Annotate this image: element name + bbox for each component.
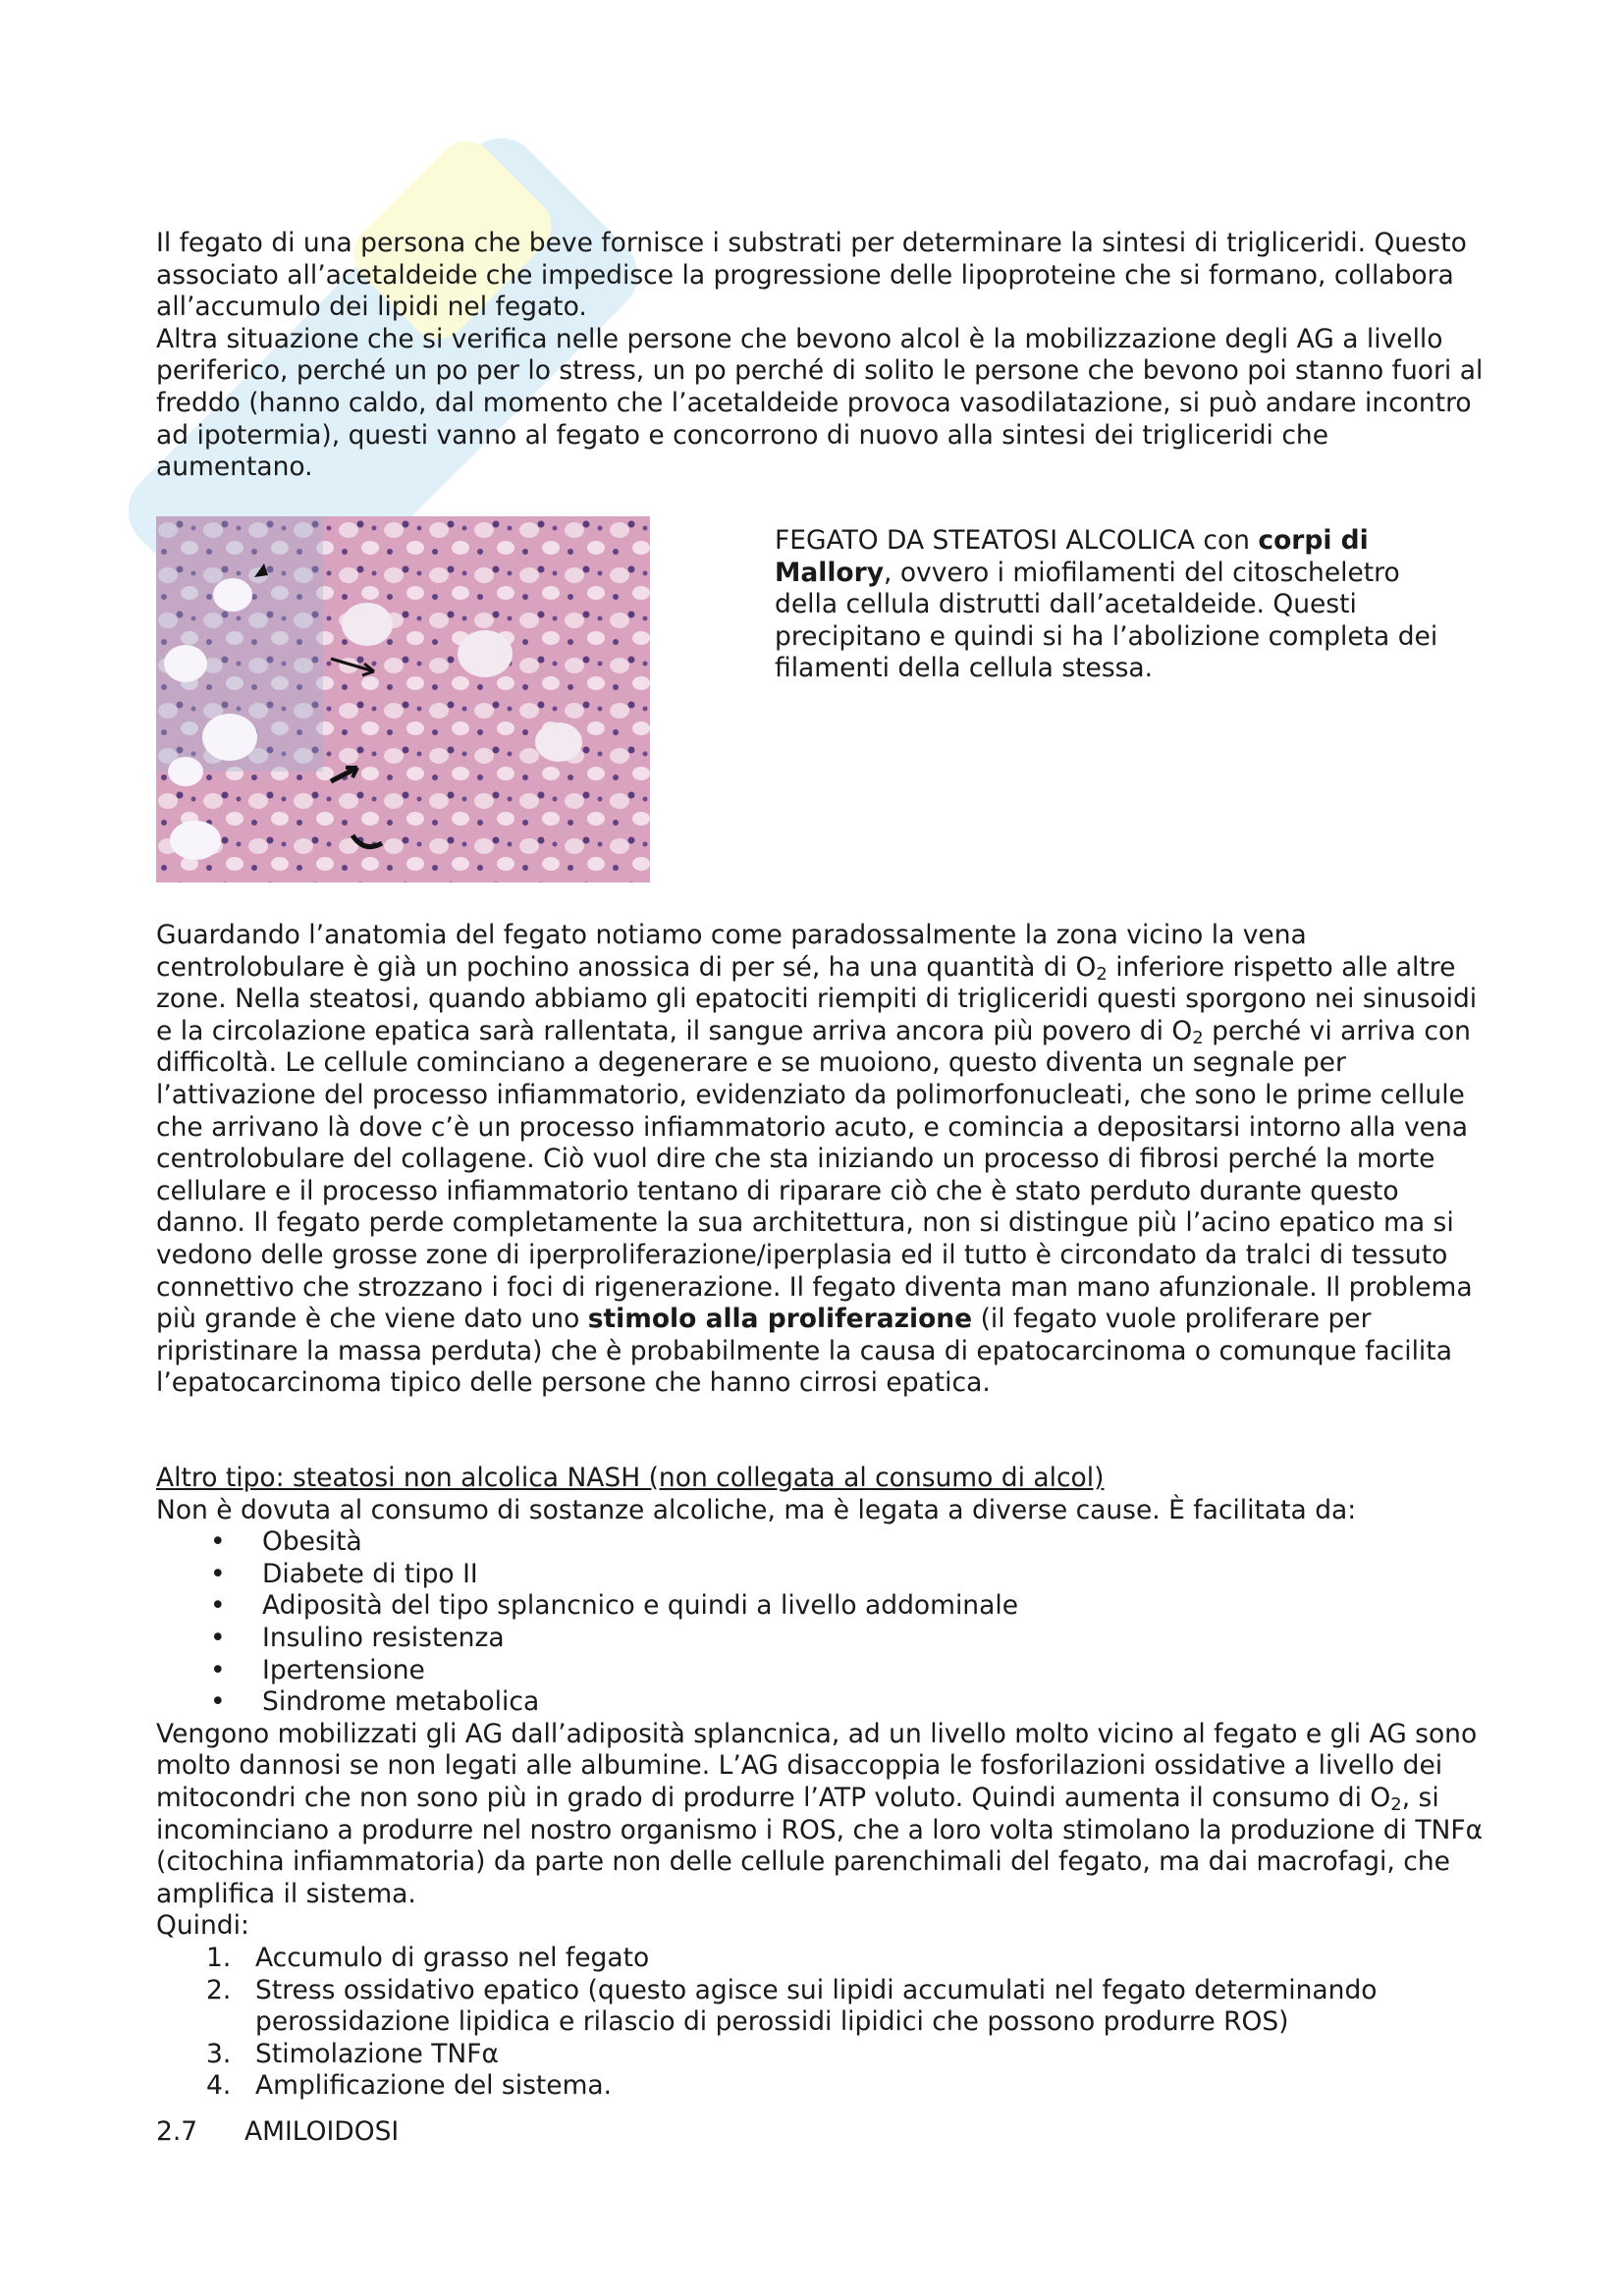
process-steps-list — [156, 1943, 1491, 2103]
nash-title: Altro tipo: steatosi non alcolica NASH (non collegata al consumo di alcol) — [156, 1463, 1105, 1493]
anatomy-section — [156, 920, 1491, 1400]
figure-caption: FEGATO DA STEATOSI ALCOLICA con corpi di Mallory, ovvero i miofilamenti del citoscheletro della cellula distrutti dall’acetaldeide. Questi precipitano e quindi si ha l’abolizione completa dei filamenti della cellula stessa. — [775, 525, 1438, 684]
nash-intro: Non è dovuta al consumo di sostanze alcoliche, ma è legata a diverse cause. È facilitata da: — [156, 1494, 1357, 1525]
list-item: • Sindrome metabolica — [156, 1686, 1491, 1719]
list-item: 2. Stress ossidativo epatico (questo agisce sui lipidi accumulati nel fegato determinando perossidazione lipidica e rilascio di perossidi lipidici che possono produrre ROS) — [206, 1974, 1378, 2038]
list-item: 1. Accumulo di grasso nel fegato — [206, 1942, 650, 1973]
quindi-label: Quindi: — [156, 1910, 249, 1942]
mallory-bodies-term: corpi di Mallory — [775, 525, 1369, 588]
intro-section — [156, 228, 1491, 484]
list-item: 3. Stimolazione TNFα — [206, 2038, 499, 2069]
intro-paragraph-2: Altra situazione che si verifica nelle persone che bevono alcol è la mobilizzazione degli AG a livello periferico, perché un po per lo stress, un po perché di solito le persone che bevono poi stanno fuori al freddo (hanno caldo, dal momento che l’acetaldeide provoca vasodilatazione, si può andare incontro ad ipotermia), questi vanno al fegato e concorrono di nuovo alla sintesi dei trigliceridi che aumentano. — [156, 323, 1484, 483]
risk-factor-list — [156, 1526, 1491, 1719]
list-item: 4. Amplificazione del sistema. — [206, 2070, 613, 2102]
intro-paragraph-1: Il fegato di una persona che beve fornisce i substrati per determinare la sintesi di trigliceridi. Questo associato all’acetaldeide che impedisce la progressione delle lipoproteine che si formano, collabora all’accumulo dei lipidi nel fegato. — [156, 228, 1467, 323]
histology-image — [156, 516, 650, 882]
list-item: • Insulino resistenza — [156, 1623, 1491, 1655]
section-number: 2.7 — [156, 2116, 198, 2147]
section-heading — [156, 2116, 399, 2149]
anatomy-paragraph: Guardando l’anatomia del fegato notiamo come paradossalmente la zona vicino la vena centrolobulare è già un pochino anossica di per sé, ha una quantità di $O_2$ inferiore rispetto alle altre zone. Nella steatosi, quando abbiamo gli epatociti riempiti di trigliceridi questi sporgono nei sinusoidi e la circolazione epatica sarà rallentata, il sangue arriva ancora più povero di $O_2$ perché vi arriva con difficoltà. Le cellule cominciano a degenerare e se muoiono, questo diventa un segnale per l’attivazione del processo infiammatorio, evidenziato da polimorfonucleati, che sono le prime cellule che arrivano là dove c’è un processo infiammatorio acuto, e comincia a depositarsi intorno alla vena centrolobulare del collagene. Ciò vuol dire che sta iniziando un processo di fibrosi perché la morte cellulare e il processo infiammatorio tentano di riparare ciò che è stato perduto durante questo danno. Il fegato perde completamente la sua architettura, non si distingue più l’acino epatico ma si vedono delle grosse zone di iperproliferazione/iperplasia ed il tutto è circondato da tralci di tessuto connettivo che strozzano i foci di rigenerazione. Il fegato diventa man mano afunzionale. Il problema più grande è che viene dato uno stimolo alla proliferazione (il fegato vuole proliferare per ripristinare la massa perduta) che è probabilmente la causa di epatocarcinoma o comunque facilita l’epatocarcinoma tipico delle persone che hanno cirrosi epatica. — [156, 920, 1478, 1399]
list-item: • Adiposità del tipo splancnico e quindi a livello addominale — [156, 1590, 1491, 1623]
nash-section — [156, 1463, 1491, 2103]
proliferation-term: stimolo alla proliferazione — [587, 1304, 973, 1335]
list-item: • Ipertensione — [156, 1655, 1491, 1687]
nash-paragraph: Vengono mobilizzati gli AG dall’adiposità splancnica, ad un livello molto vicino al fegato e gli AG sono molto dannosi se non legati alle albumine. L’AG disaccoppia le fosforilazioni ossidative a livello dei mitocondri che non sono più in grado di produrre l’ATP voluto. Quindi aumenta il consumo di $O_2$, si incominciano a produrre nel nostro organismo i ROS, che a loro volta stimolano la produzione di TNFα (citochina infiammatoria) da parte non delle cellule parenchimali del fegato, ma dai macrofagi, che amplifica il sistema. — [156, 1718, 1484, 1909]
list-item: • Obesità — [156, 1526, 1491, 1559]
list-item: • Diabete di tipo II — [156, 1559, 1491, 1591]
section-title: AMILOIDOSI — [244, 2116, 400, 2147]
